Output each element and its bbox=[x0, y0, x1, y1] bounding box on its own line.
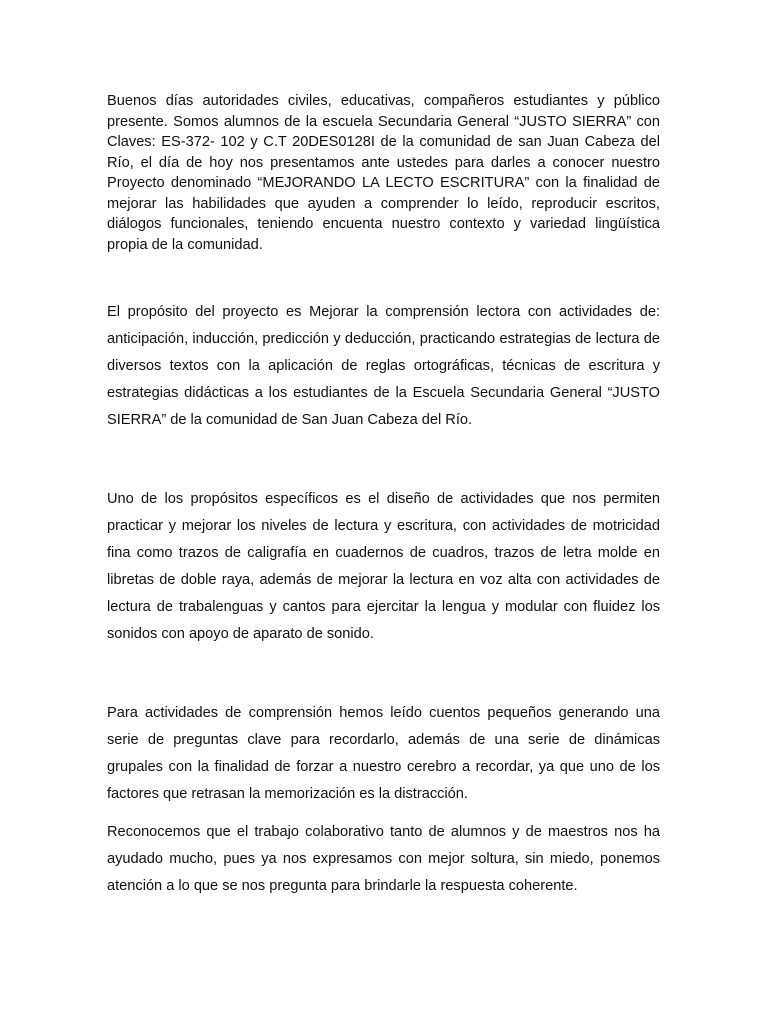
paragraph-collaborative-work: Reconocemos que el trabajo colaborativo tanto de alumnos y de maestros nos ha ayudado mucho, pues ya nos expresamos con mejor soltura, sin miedo, ponemos atención a lo que se nos pregunta para brindarle la respuesta coherente. bbox=[107, 824, 660, 894]
paragraph-greeting: Buenos días autoridades civiles, educativas, compañeros estudiantes y público presente. Somos alumnos de la escuela Secundaria General “JUSTO SIERRA” con Claves: ES-372- 102 y C.T 20DES0128I de la comunidad de san Juan Cabeza del Río, el día de hoy nos presentamos ante ustedes para darles a conocer nuestro Proyecto denominado “MEJORANDO LA LECTO ESCRITURA” con la finalidad de mejorar las habilidades que ayuden a comprender lo leído, reproducir escritos, diálogos funcionales, teniendo encuenta nuestro contexto y variedad lingüística propia de la comunidad. bbox=[107, 93, 660, 253]
paragraph-comprehension-activities: Para actividades de comprensión hemos leído cuentos pequeños generando una serie de preguntas clave para recordarlo, además de una serie de dinámicas grupales con la finalidad de forzar a nuestro cerebro a recordar, ya que uno de los factores que retrasan la memorización es la distracción. bbox=[107, 705, 660, 802]
paragraph-specific-purposes: Uno de los propósitos específicos es el diseño de actividades que nos permiten practicar y mejorar los niveles de lectura y escritura, con actividades de motricidad fina como trazos de caligrafía en cuadernos de cuadros, trazos de letra molde en libretas de doble raya, además de mejorar la lectura en voz alta con actividades de lectura de trabalenguas y cantos para ejercitar la lengua y modular con fluidez los sonidos con apoyo de aparato de sonido. bbox=[107, 491, 660, 642]
paragraph-purpose: El propósito del proyecto es Mejorar la comprensión lectora con actividades de: anticipación, inducción, predicción y deducción, practicando estrategias de lectura de diversos textos con la aplicación de reglas ortográficas, técnicas de escritura y estrategias didácticas a los estudiantes de la Escuela Secundaria General “JUSTO SIERRA” de la comunidad de San Juan Cabeza del Río. bbox=[107, 304, 660, 428]
